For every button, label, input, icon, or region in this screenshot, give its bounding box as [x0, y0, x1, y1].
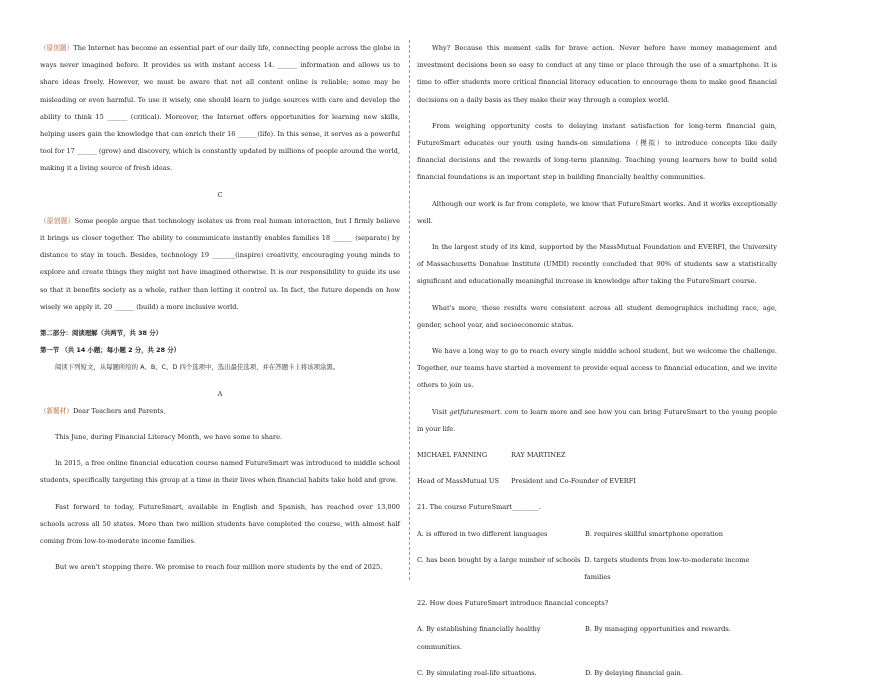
- option-d[interactable]: D. targets students from low-to-moderate income families: [584, 555, 750, 582]
- signer-title: Head of MassMutual US: [417, 477, 499, 486]
- option-a[interactable]: A. is offered in two different languages: [417, 529, 548, 538]
- option-b[interactable]: B. requires skillful smartphone operation: [585, 529, 724, 538]
- section-c-heading: C: [217, 190, 223, 199]
- letter-paragraph: Although our work is far from complete, we know that FutureSmart works. And it works exceptionally well.: [417, 199, 777, 225]
- option-d[interactable]: D. By delaying financial gain.: [585, 668, 683, 677]
- letter-paragraph: But we aren't stopping there. We promise to reach four million more students by the end of 2025.: [55, 563, 383, 572]
- letter-greeting: [40, 403, 400, 420]
- section-a-heading: A: [217, 389, 223, 398]
- signature-names: [417, 447, 777, 464]
- letter-paragraph: We have a long way to go to reach every single middle school student, but we welcome the challenge. Together, our teams have started a movement to provide equal access to financial education, and we invite others to join us.: [417, 347, 777, 390]
- new-material-tag: （新题材）: [40, 406, 73, 415]
- reading-instruction: 阅读下列短文，从每题所给的 A、B、C、D 四个选项中，选出最佳选项，并在答题卡上将该项涂黑。: [55, 363, 340, 372]
- option-b[interactable]: B. By managing opportunities and rewards.: [585, 625, 731, 634]
- passage-b-paragraph: [40, 40, 400, 178]
- letter-paragraph: This June, during Financial Literacy Month, we have some to share.: [55, 433, 283, 442]
- left-column: [40, 40, 400, 576]
- passage-text: Some people argue that technology isolates us from real human interaction, but I firmly believe it brings us closer together. The ability to communicate instantly enables families 18 ______ (separate) by distance to stay in touch. Besides, technology 19 _______(inspire) creativity, encouraging young minds to explore and create things they might not have imagined otherwise. It is our responsibility to guide its use so that it benefits society as a whole, rather than letting it control us. In fact, the future depends on how wisely we apply it. 20 ______ (build) a more inclusive world.: [40, 216, 400, 311]
- signer-name: RAY MARTINEZ: [511, 451, 566, 460]
- option-a[interactable]: A. By establishing financially healthy communities.: [417, 625, 541, 651]
- text-fragment: to learn more and see how you can bring FutureSmart to the young people in your life.: [417, 407, 778, 433]
- signer-name: MICHAEL FANNING: [417, 451, 488, 460]
- letter-paragraph: From weighing opportunity costs to delaying instant satisfaction for long-term financial gain, FutureSmart educates our youth using hands-on simulations（模拟）to introduce concepts like daily financial decisions and the rewards of long-term planning. Teaching young learners how to build solid financial foundations is an important step in building financially healthy communities.: [417, 121, 777, 182]
- text-fragment: Visit: [432, 407, 450, 416]
- question-21-options-row: [417, 526, 777, 543]
- letter-paragraph: Why? Because this moment calls for brave action. Never before have money management and investment decisions been so easy to conduct at any time or place through the use of a smartphone. It is time to offer students more critical financial literacy education to encourage them to make good financial decisions on a daily basis as they make their way through a complex world.: [417, 44, 777, 104]
- original-question-tag: （原创题）: [40, 44, 74, 52]
- passage-c-paragraph: [40, 213, 400, 316]
- original-question-tag: （原创题）: [40, 216, 75, 225]
- section-one-heading: 第一节 （共 14 小题；每小题 2 分，共 28 分）: [40, 346, 181, 355]
- question-22-options-row: [417, 665, 777, 682]
- passage-text: The Internet has become an essential part of our daily life, connecting people across the globe in ways never imagined before. It provides us with instant access 14. ______ information and allows us to share ideas freely. However, we must be aware that not all content online is reliable; some may be misleading or even harmful. To use it wisely, one should learn to judge sources with care and develop the ability to think 15 ______ (critical). Moreover, the Internet offers opportunities for learning new skills, helping users gain the knowledge that can enrich their 16 ______(life). In this sense, it serves as a powerful tool for 17 ______ (grow) and discovery, which is constantly updated by millions of people around the world, making it a living source of fresh ideas.: [40, 44, 401, 173]
- letter-paragraph: In 2015, a free online financial education course named FutureSmart was introduced to middle school students, specifically targeting this group at a time in their lives when financial habits take hold and grow.: [40, 459, 400, 485]
- letter-paragraph: [417, 404, 777, 438]
- signature-titles: [417, 473, 777, 490]
- website-link[interactable]: getfuturesmart. com: [449, 407, 519, 416]
- letter-paragraph: In the largest study of its kind, supported by the MassMutual Foundation and EVERFI, the University of Massachusetts Donahue Institute (UMDI) recently concluded that 90% of students saw a statistically significant and educationally meaningful increase in knowledge after taking the FutureSmart course.: [417, 243, 777, 286]
- question-21: 21. The course FutureSmart________.: [417, 503, 541, 512]
- letter-paragraph: Fast forward to today, FutureSmart, available in English and Spanish, has reached over 13,000 schools across all 50 states. More than two million students have completed the course, with almost half coming from low-to-moderate income families.: [40, 502, 400, 546]
- question-22: 22. How does FutureSmart introduce financial concepts?: [417, 599, 609, 608]
- question-22-options-row: [417, 621, 777, 655]
- right-column: [417, 40, 777, 682]
- option-c[interactable]: C. By simulating real-life situations.: [417, 668, 537, 677]
- signer-title: President and Co-Founder of EVERFI: [511, 477, 636, 486]
- column-divider: [409, 40, 410, 580]
- greeting-text: Dear Teachers and Parents,: [72, 406, 166, 415]
- part-two-heading: 第二部分：阅读理解（共两节，共 38 分）: [40, 329, 162, 338]
- option-c[interactable]: C. has been bought by a large number of schools: [417, 555, 581, 564]
- question-21-options-row: [417, 552, 777, 586]
- letter-paragraph: What's more, these results were consistent across all student demographics including race, age, gender, school year, and socioeconomic status.: [417, 303, 777, 329]
